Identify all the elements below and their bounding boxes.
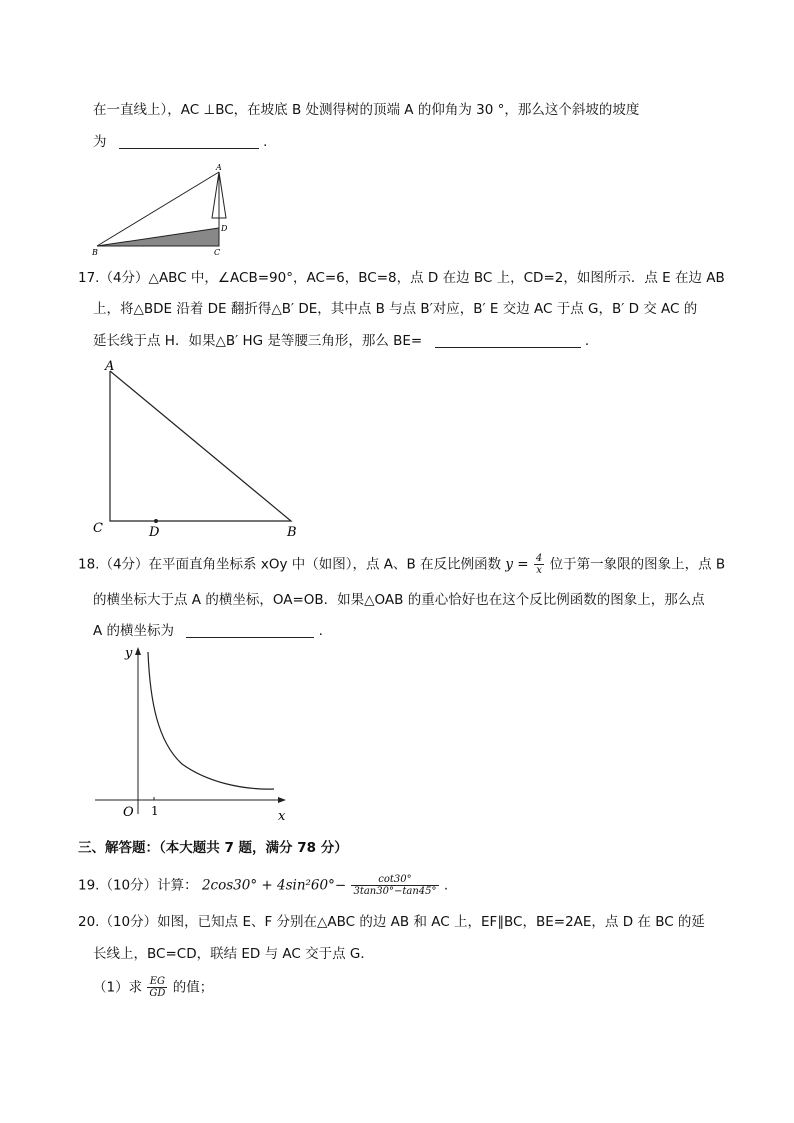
q18-text-line2: 的横坐标大于点 A 的横坐标，OA=OB．如果△OAB 的重心恰好也在这个反比例函数的图象上，那么点 — [93, 592, 705, 608]
q19-suffix: . — [443, 877, 449, 894]
q16-answer-blank[interactable] — [119, 134, 259, 149]
q16-text-line1: 在一直线上），AC ⊥BC，在坡底 B 处测得树的顶端 A 的仰角为 30 °，那么这个斜坡的坡度 — [93, 102, 640, 118]
fig16-label-c: C — [214, 248, 221, 257]
q19-text — [78, 874, 448, 897]
section3-heading — [78, 838, 348, 858]
q19-expr: 2cos30° + 4sin²60°− — [201, 877, 347, 894]
slope-shaded-triangle — [97, 228, 219, 246]
q20-part1-den: GD — [149, 988, 166, 999]
section3-note: （本大题共 7 题，满分 78 分） — [159, 840, 348, 856]
fig16-label-a: A — [216, 163, 222, 172]
q20-part1-num: EG — [147, 976, 167, 988]
q16-line2-prefix: 为 — [93, 134, 107, 150]
q18-line3-suffix: . — [318, 623, 323, 639]
fig17-label-b: B — [287, 525, 297, 540]
q16-slope-figure — [90, 162, 240, 257]
fig16-label-d: D — [221, 224, 228, 233]
fig17-label-c: C — [93, 521, 103, 536]
q17-text-line3 — [93, 331, 589, 351]
q18-func-lhs: y = — [505, 556, 529, 573]
q17-line3-prefix: 延长线于点 H．如果△B′ HG 是等腰三角形，那么 BE= — [93, 333, 423, 349]
q18-line1-b: 位于第一象限的图象上，点 B — [549, 556, 726, 573]
x-axis-arrow-icon — [278, 797, 286, 803]
q18-text-line1 — [78, 553, 725, 576]
section3-title: 三、解答题： — [78, 840, 159, 856]
fig18-label-1: 1 — [151, 804, 159, 818]
q18-func-num: 4 — [535, 553, 543, 564]
q18-answer-blank[interactable] — [186, 623, 314, 638]
fig18-label-o: O — [123, 805, 134, 820]
y-axis-arrow-icon — [135, 647, 141, 655]
q17-triangle-figure — [88, 355, 308, 540]
fig16-label-b: B — [92, 248, 98, 257]
q18-graph-figure — [92, 642, 292, 827]
fig18-label-y: y — [125, 646, 133, 661]
q18-line1-a: 18.（4分）在平面直角坐标系 xOy 中（如图），点 A、B 在反比例函数 — [78, 556, 502, 573]
q16-line2-suffix: . — [263, 134, 268, 150]
q20-part1-fraction — [147, 976, 167, 999]
q17-text-line2: 上，将△BDE 沿着 DE 翻折得△B′ DE，其中点 B 与点 B′对应，B′ E 交边 AC 于点 G，B′ D 交 AC 的 — [93, 301, 698, 317]
point-d — [154, 519, 158, 523]
q18-func-fraction — [534, 553, 544, 576]
q18-func-den: x — [536, 565, 542, 576]
q20-part1-suffix: 的值； — [172, 979, 214, 996]
fig18-label-x: x — [278, 809, 286, 824]
q18-line3-prefix: A 的横坐标为 — [93, 623, 175, 639]
q20-part1 — [93, 976, 213, 999]
q17-answer-blank[interactable] — [435, 333, 581, 348]
triangle-abc — [110, 371, 291, 521]
q20-part1-prefix: （1）求 — [93, 979, 143, 996]
q17-text-line1: 17.（4分）△ABC 中，∠ACB=90°，AC=6，BC=8，点 D 在边 BC 上，CD=2，如图所示．点 E 在边 AB — [78, 270, 725, 286]
q19-frac-den: 3tan30°−tan45° — [353, 886, 437, 897]
q17-line3-suffix: . — [584, 333, 590, 349]
q16-text-line2 — [93, 132, 267, 152]
q20-text-line1: 20.（10分）如图，已知点 E、F 分别在△ABC 的边 AB 和 AC 上，EF∥BC，BE=2AE，点 D 在 BC 的延 — [78, 914, 705, 930]
fig17-label-a: A — [105, 359, 115, 374]
q19-prefix: 19.（10分）计算： — [78, 877, 198, 894]
hyperbola-curve — [148, 652, 274, 789]
q20-text-line2: 长线上，BC=CD，联结 ED 与 AC 交于点 G． — [93, 946, 374, 962]
q19-frac-num: cot30° — [351, 874, 438, 886]
q18-text-line3 — [93, 621, 323, 641]
q19-fraction — [351, 874, 438, 897]
fig17-label-d: D — [149, 525, 160, 540]
